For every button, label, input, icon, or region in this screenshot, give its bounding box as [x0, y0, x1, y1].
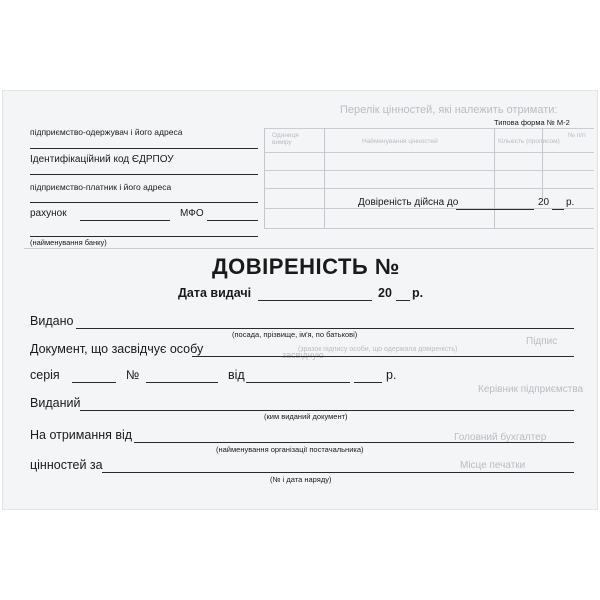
reverse-heading: Перелік цінностей, які належить отримати: — [340, 104, 558, 116]
validity-year-line[interactable] — [552, 209, 564, 210]
issue-date-label: Дата видачі — [178, 286, 252, 300]
edrpou-label: Ідентифікаційний код ЄДРПОУ — [30, 154, 174, 165]
signature-hint-ghost: (зразок підпису особи, що одержала довіреність) — [298, 346, 458, 353]
edrpou-line[interactable] — [30, 174, 258, 175]
table-col-unit: Одиниця виміру — [272, 132, 299, 146]
validity-year-suffix: р. — [566, 197, 575, 208]
issued-by-label: Виданий — [30, 396, 81, 410]
signature-ghost: Підпис — [526, 336, 558, 347]
table-top-line — [264, 128, 594, 129]
issued-to-label: Видано — [30, 314, 74, 328]
mfo-line[interactable] — [207, 220, 258, 221]
table-col-name: Найменування цінностей — [362, 138, 438, 145]
accountant-ghost: Головний бухгалтер — [454, 432, 547, 443]
issue-year-suffix: р. — [412, 286, 424, 300]
from-label: від — [228, 368, 245, 382]
id-document-line[interactable] — [192, 356, 574, 357]
issued-to-line[interactable] — [76, 328, 574, 329]
payer-company-line[interactable] — [30, 202, 258, 203]
issued-by-hint: (ким виданий документ) — [264, 412, 348, 421]
receive-from-hint: (найменування організації постачальника) — [216, 445, 364, 454]
recipient-company-line[interactable] — [30, 148, 258, 149]
account-label: рахунок — [30, 208, 67, 219]
issued-by-line[interactable] — [80, 410, 574, 411]
stamp-ghost: Місце печатки — [460, 460, 526, 471]
series-line[interactable] — [72, 382, 116, 383]
certify-ghost: засвідчую — [282, 350, 324, 360]
series-label: серія — [30, 368, 60, 382]
form-type: Типова форма № М-2 — [494, 118, 570, 127]
bank-line[interactable] — [30, 236, 258, 237]
number-line[interactable] — [146, 382, 218, 383]
valuables-hint: (№ і дата наряду) — [270, 475, 332, 484]
mfo-label: МФО — [180, 208, 204, 219]
payer-company-label: підприємство-платник і його адреса — [30, 182, 172, 192]
valuables-line[interactable] — [102, 472, 574, 473]
recipient-company-label: підприємство-одержувач і його адреса — [30, 127, 183, 137]
from-date-line[interactable] — [246, 382, 350, 383]
validity-date-line[interactable] — [456, 209, 534, 210]
bank-name-hint: (найменування банку) — [30, 238, 107, 247]
table-col-qty: Кількість (прописом) — [498, 138, 560, 145]
issue-date-line[interactable] — [258, 300, 372, 301]
from-year-line[interactable] — [354, 382, 382, 383]
from-year-suffix: р. — [386, 368, 397, 382]
table-header-line — [264, 152, 594, 153]
receive-from-label: На отримання від — [30, 428, 133, 442]
form-title: ДОВІРЕНІСТЬ № — [212, 254, 400, 279]
power-of-attorney-form — [2, 90, 598, 510]
issued-to-hint: (посада, прізвище, ім'я, по батькові) — [232, 330, 358, 339]
id-document-label: Документ, що засвідчує особу — [30, 342, 204, 356]
director-ghost: Керівник підприємства — [478, 384, 584, 395]
account-line[interactable] — [80, 220, 170, 221]
issue-year-prefix: 20 — [378, 286, 392, 300]
table-col-no: № п/п — [568, 132, 586, 139]
issue-year-line[interactable] — [396, 300, 410, 301]
validity-label: Довіреність дійсна до — [358, 197, 459, 208]
validity-year-prefix: 20 — [538, 197, 550, 208]
valuables-label: цінностей за — [30, 458, 103, 472]
number-label: № — [126, 368, 140, 382]
